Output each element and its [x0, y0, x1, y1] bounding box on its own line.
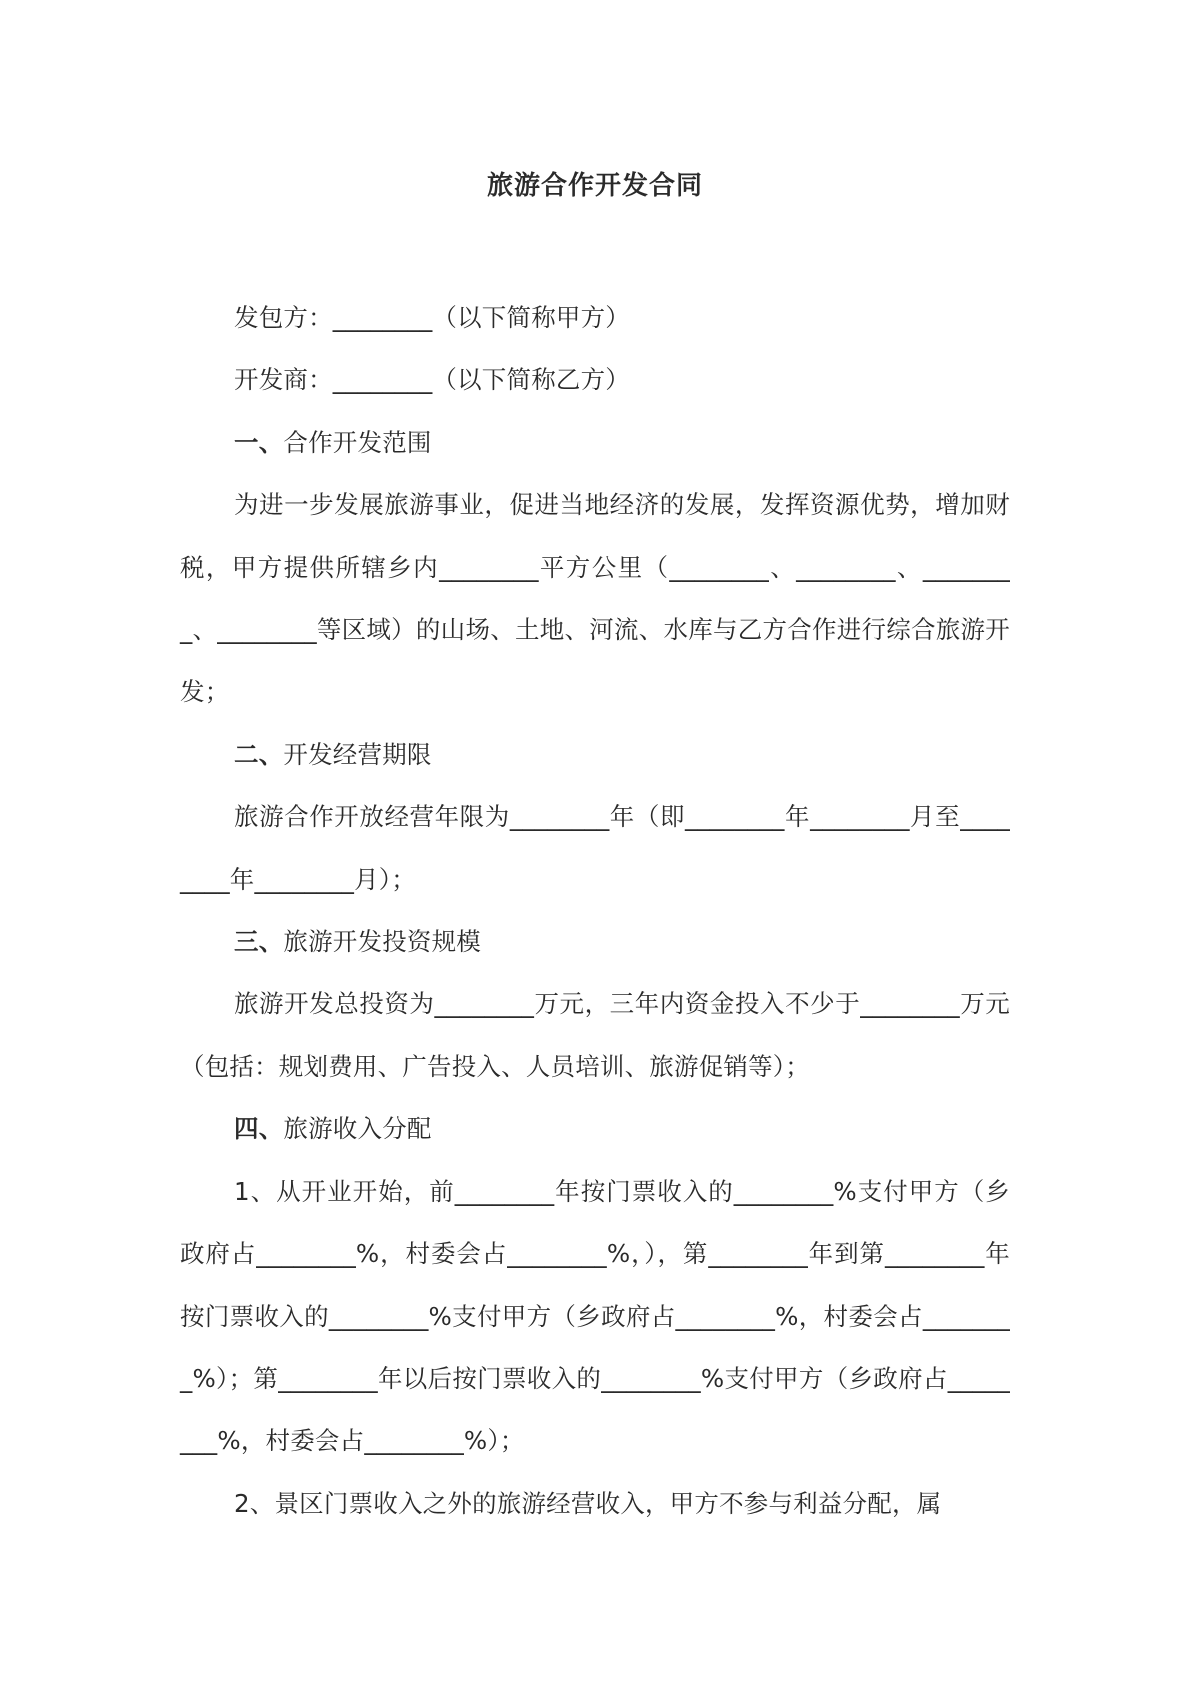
section-2-title: 开发经营期限 [283, 739, 432, 769]
section-4-item-1: 1、从开业开始，前________年按门票收入的________%支付甲方（乡政府占________%，村委会占________%，），第________年到第________年按门票收入的________%支付甲方（乡政府占________%，村委会占________%）；第________年以后按门票收入的________%支付甲方（乡政府占________%，村委会占________%）； [180, 1176, 1010, 1456]
section-1-body: 为进一步发展旅游事业，促进当地经济的发展，发挥资源优势，增加财税，甲方提供所辖乡内________平方公里（________、________、________、________等区域）的山场、土地、河流、水库与乙方合作进行综合旅游开发； [180, 490, 1010, 707]
section-1-heading [180, 412, 1010, 474]
section-1-number: 一、 [234, 427, 284, 457]
section-4-item-2: 2、景区门票收入之外的旅游经营收入，甲方不参与利益分配，属 [234, 1488, 942, 1518]
section-4-heading [180, 1098, 1010, 1160]
section-3-number: 三、 [234, 927, 284, 957]
section-3-body: 旅游开发总投资为________万元，三年内资金投入不少于________万元（包括：规划费用、广告投入、人员培训、旅游促销等）； [180, 989, 1010, 1081]
section-3-title: 旅游开发投资规模 [283, 927, 482, 957]
document-body [180, 287, 1010, 1535]
section-1-title: 合作开发范围 [283, 427, 432, 457]
document-title: 旅游合作开发合同 [486, 171, 703, 201]
section-3-heading [180, 911, 1010, 973]
section-2-body: 旅游合作开放经营年限为________年（即________年________月至________年________月）； [180, 802, 1010, 894]
section-4-number: 四、 [234, 1114, 284, 1144]
section-2-heading [180, 724, 1010, 786]
section-4-title: 旅游收入分配 [283, 1114, 432, 1144]
party-a-line: 发包方：________（以下简称甲方） [234, 303, 630, 332]
section-2-number: 二、 [234, 739, 284, 769]
party-b-line: 开发商：________（以下简称乙方） [234, 365, 630, 395]
